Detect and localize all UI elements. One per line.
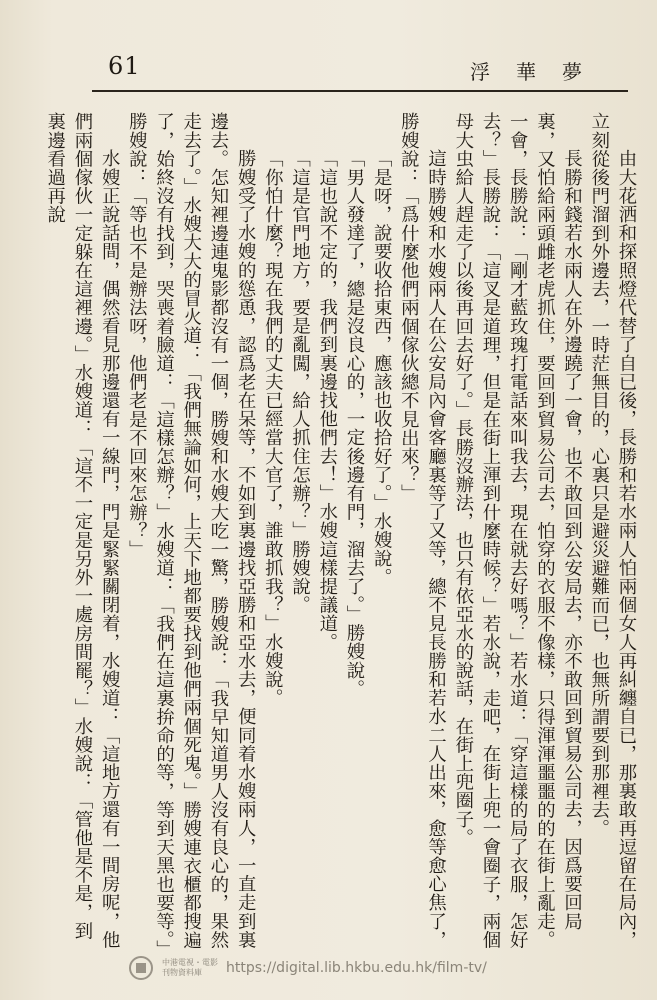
watermark <box>128 952 528 984</box>
paragraph: 「這是官門地方，要是亂闖，給人抓住怎辦？」勝嫂說。 <box>289 148 311 614</box>
paragraph: 由大花洒和探照燈代替了自已後，長勝和若水兩人怕兩個女人再糾纏自已，那裏敢再逗留在局內，立刻從後門溜到外邊去，一時茫無目的，心裏只是避災避難而已，也無所謂要到那裡去。 <box>588 112 637 949</box>
paragraph: 「男人發達了，總是沒良心的，一定後邊有門，溜去了。」勝嫂說。 <box>343 148 365 698</box>
watermark-org <box>162 958 218 978</box>
paragraph: 水嫂正說話間，偶然看見那邊還有一線門，門是緊緊關閉着，水嫂道：「這地方還有一間房呢，他們兩個傢伙一定躲在這裡邊。」水嫂道：「這不一定是另外一處房間罷？」水嫂說：「管他是不是，到裏邊看過再說 <box>44 112 121 949</box>
paragraph: 這時勝嫂和水嫂兩人在公安局內會客廳裏等了又等，總不見長勝和若水二人出來，愈等愈心焦了，勝嫂說：「爲什麼他們兩個傢伙總不見出來？」 <box>398 112 447 949</box>
paragraph: 「是呀，說要收拾東西，應該也收拾好了。」水嫂說。 <box>371 148 393 586</box>
paragraph: 勝嫂受了水嫂的慫恿，認爲老在呆等，不如到裏邊找亞勝和亞水去，便同着水嫂兩人，一直走到裏邊去。怎知裡邊連鬼影都沒有一個，勝嫂和水嫂大吃一驚，勝嫂說：「我早知道男人沒有良心的，果然走去了。」水嫂大大的冒火道：「我們無論如何，上天下地都要找到他們兩個死鬼。」勝嫂連衣櫃都搜遍了，始終沒有找到，哭喪着臉道：「這樣怎辦？」水嫂道：「我們在這裏拚命的等，等到天黑也要等。」勝嫂說：「等也不是辦法呀，他們老是不回來怎辦？」 <box>126 112 257 950</box>
watermark-url: https://digital.lib.hkbu.edu.hk/film-tv/ <box>226 960 487 976</box>
page-number: 61 <box>108 52 141 80</box>
watermark-org-line2: 刊物資料庫 <box>162 968 202 977</box>
header-rule <box>92 90 628 92</box>
paragraph: 「你怕什麼？現在我們的丈夫已經當大官了，誰敢抓我？」水嫂說。 <box>262 148 284 707</box>
library-logo-icon <box>128 955 154 981</box>
watermark-org-line1: 中港電視・電影 <box>162 958 218 967</box>
body-text <box>44 112 640 958</box>
paragraph: 「這也說不定的，我們到裏邊找他們去！」水嫂這樣提議道。 <box>316 148 338 651</box>
running-title: 浮華夢 <box>470 60 608 84</box>
paragraph: 長勝和錢若水兩人在外邊蹺了一會，也不敢回到公安局去，亦不敢回到貿易公司去，因爲要回局裏，又怕給兩頭雌老虎抓住，要回到貿易公司去，怕穿的衣服不像樣，只得渾渾噩噩的的在街上亂走。一會，長勝說：「剛才藍玫瑰打電話來叫我去，現在就去好嗎？」若水道：「穿這樣的局了衣服，怎好去？」長勝說：「這叉是道理，但是在街上渾到什麼時候？」若水說，走吧，在街上兜一會圈子，兩個母大虫給人趕走了以後再回去好了。」長勝沒辦法，也只有依亞水的說話，在街上兜圈子。 <box>452 112 583 949</box>
